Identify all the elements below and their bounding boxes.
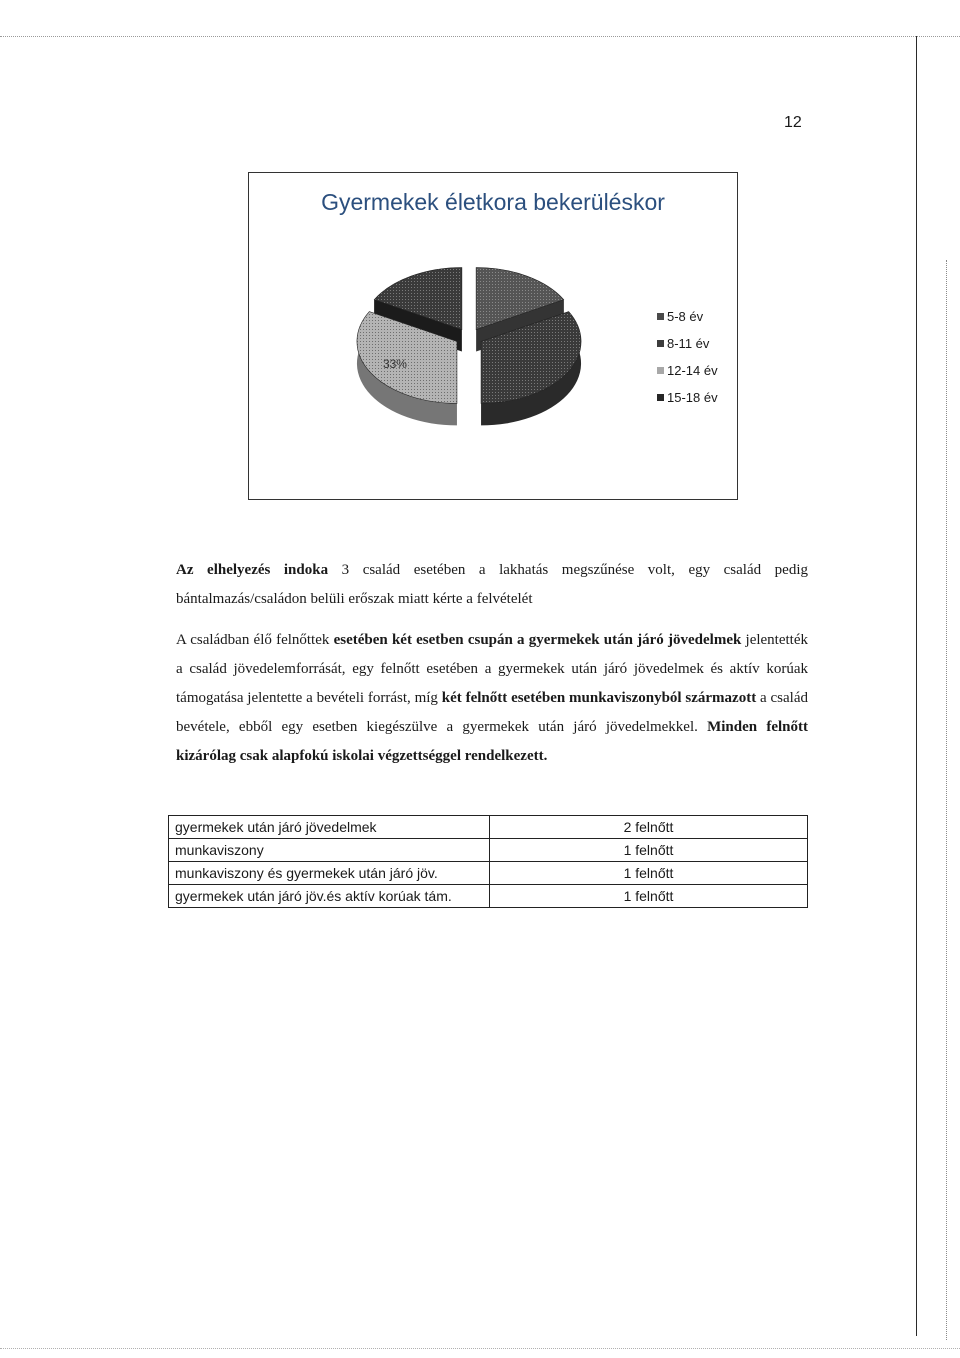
income-table — [168, 815, 808, 908]
page-number: 12 — [784, 114, 802, 131]
paragraph-income — [176, 626, 808, 771]
placement-reason-lead: Az elhelyezés indoka — [176, 562, 329, 578]
table-row — [169, 839, 808, 862]
legend-item — [657, 336, 718, 363]
legend-label: 8-11 év — [667, 336, 710, 351]
legend-swatch — [657, 394, 664, 401]
income-bold-3: Minden felnőtt kizárólag csak alapfokú iskolai végzettséggel rendelkezett. — [176, 719, 808, 764]
legend-label: 5-8 év — [667, 309, 704, 324]
scan-border-bottom — [0, 1348, 960, 1349]
scan-border-right-dotted — [946, 260, 947, 1340]
scan-border-right — [916, 36, 917, 1336]
table-cell-value: 1 felnőtt — [490, 862, 808, 885]
table-row — [169, 885, 808, 908]
legend-item — [657, 309, 718, 336]
legend-item — [657, 390, 718, 417]
table-cell-label: munkaviszony — [169, 839, 490, 862]
legend-label: 12-14 év — [667, 363, 718, 378]
income-bold-2: két felnőtt esetében munkaviszonyból származott — [441, 690, 757, 706]
table-row — [169, 816, 808, 839]
income-text-2: jelentették a család jövedelemforrását, egy felnőtt esetében a gyermekek után járó jövedelmek és aktív korúak támogatása jelentette a bevételi forrást, míg — [176, 632, 808, 706]
legend-swatch — [657, 367, 664, 374]
scan-border-top — [0, 36, 960, 37]
paragraph-placement-reason — [176, 556, 808, 614]
pie-chart — [248, 172, 738, 500]
table-cell-label: gyermekek után járó jöv.és aktív korúak tám. — [169, 885, 490, 908]
table-cell-value: 1 felnőtt — [490, 885, 808, 908]
table-cell-label: munkaviszony és gyermekek után járó jöv. — [169, 862, 490, 885]
legend-swatch — [657, 340, 664, 347]
legend-swatch — [657, 313, 664, 320]
table-cell-value: 2 felnőtt — [490, 816, 808, 839]
placement-reason-text: 3 család esetében a lakhatás megszűnése volt, egy család pedig bántalmazás/családon belüli erőszak miatt kérte a felvételét — [176, 562, 808, 607]
legend-label: 15-18 év — [667, 390, 718, 405]
table-cell-value: 1 felnőtt — [490, 839, 808, 862]
income-bold-1: esetében két esetben csupán a gyermekek után járó jövedelmek — [333, 632, 742, 648]
table-cell-label: gyermekek után járó jövedelmek — [169, 816, 490, 839]
pie-data-label: 33% — [382, 357, 407, 372]
income-text-3: a család bevétele, ebből egy esetben kiegészülve a gyermekek után járó jövedelmekkel. — [176, 690, 808, 735]
income-text-1: A családban élő felnőttek — [176, 632, 334, 648]
legend-item — [657, 363, 718, 390]
chart-legend — [657, 309, 718, 417]
table-row — [169, 862, 808, 885]
chart-title: Gyermekek életkora bekerüléskor — [321, 189, 665, 215]
